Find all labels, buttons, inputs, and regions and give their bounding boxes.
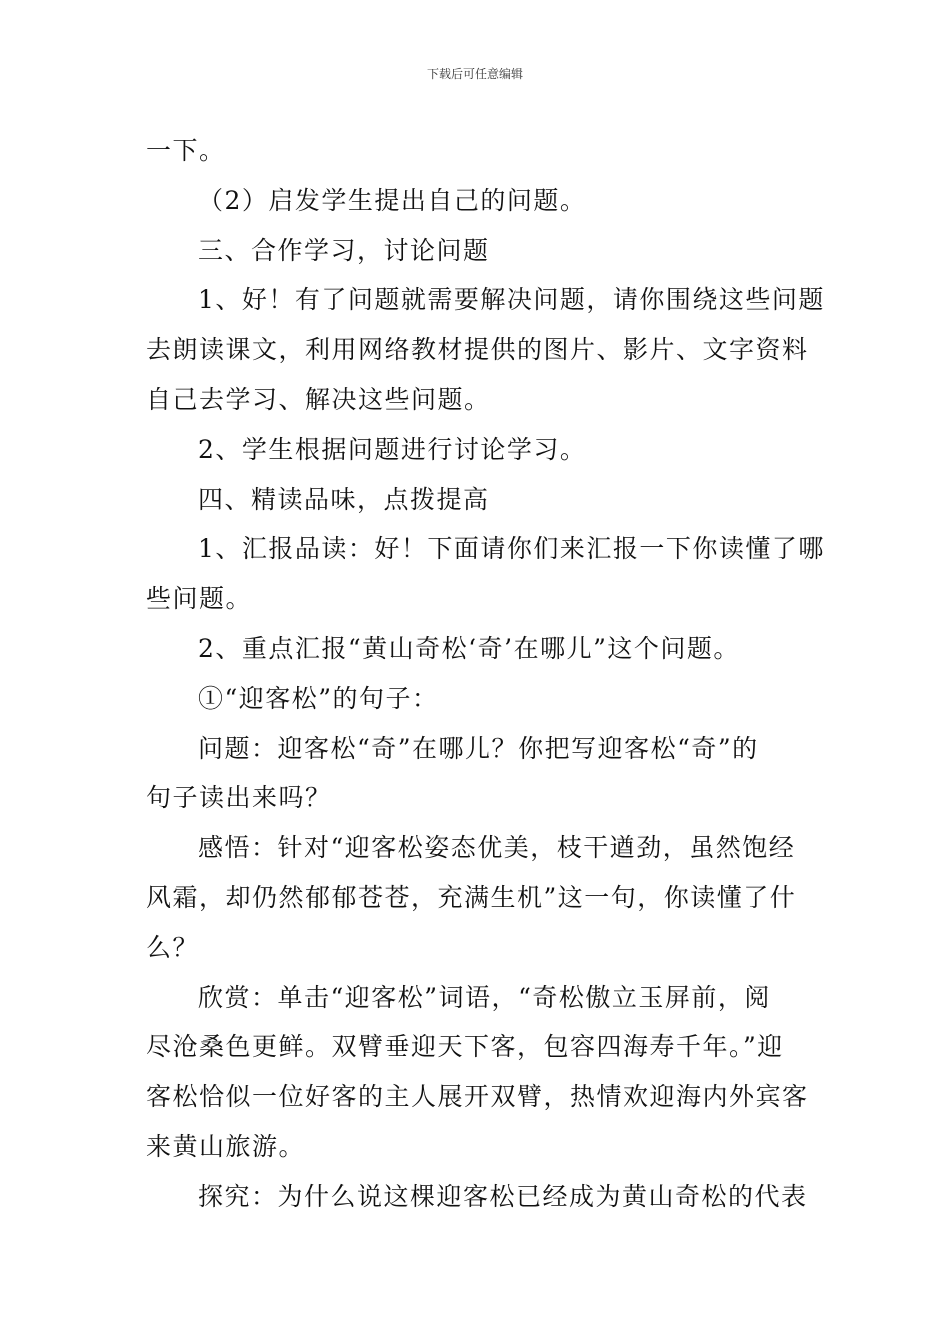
text-line: 客松恰似一位好客的主人展开双臂，热情欢迎海内外宾客: [146, 1082, 809, 1112]
text-line: 尽沧桑色更鲜。双臂垂迎天下客，包容四海寿千年。”迎: [146, 1032, 784, 1062]
text-line: 2、学生根据问题进行讨论学习。: [198, 434, 587, 464]
text-line: 风霜，却仍然郁郁苍苍，充满生机”这一句，你读懂了什: [146, 882, 797, 912]
text-line: 四、精读品味，点拨提高: [198, 484, 490, 514]
document-body: [146, 126, 825, 1222]
text-line: 句子读出来吗？: [146, 783, 332, 813]
page-header: 下载后可任意编辑: [426, 67, 523, 81]
text-line: 去朗读课文，利用网络教材提供的图片、影片、文字资料: [146, 335, 809, 365]
text-line: 探究：为什么说这棵迎客松已经成为黄山奇松的代表: [198, 1181, 808, 1211]
text-line: （2）启发学生提出自己的问题。: [198, 185, 587, 215]
text-line: 1、好！有了问题就需要解决问题，请你围绕这些问题: [198, 285, 825, 315]
text-line: 感悟：针对“迎客松姿态优美，枝干遒劲，虽然饱经: [198, 833, 796, 863]
text-line: 1、汇报品读：好！下面请你们来汇报一下你读懂了哪: [198, 534, 825, 564]
text-line: 么？: [146, 932, 200, 962]
text-line: ①“迎客松”的句子：: [198, 683, 439, 713]
text-line: 一下。: [146, 136, 226, 165]
text-line: 欣赏：单击“迎客松”词语，“奇松傲立玉屏前，阅: [198, 982, 771, 1012]
text-line: 2、重点汇报“黄山奇松‘奇’在哪儿”这个问题。: [198, 633, 740, 663]
text-line: 些问题。: [146, 584, 253, 614]
text-line: 来黄山旅游。: [146, 1131, 306, 1161]
text-line: 自己去学习、解决这些问题。: [146, 384, 491, 414]
text-line: 三、合作学习，讨论问题: [198, 235, 490, 265]
text-line: 问题：迎客松“奇”在哪儿？你把写迎客松“奇”的: [198, 733, 759, 763]
